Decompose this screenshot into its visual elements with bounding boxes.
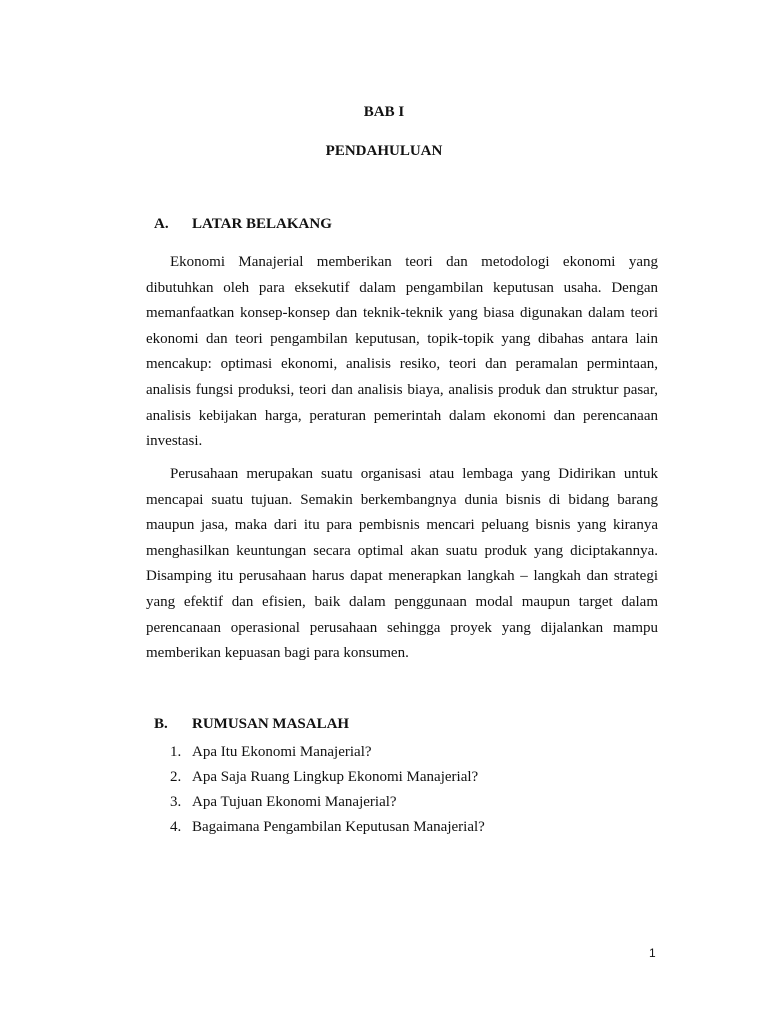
section-b-title: RUMUSAN MASALAH [192,716,350,732]
paragraph-2: Perusahaan merupakan suatu organisasi atau lembaga yang Didirikan untuk mencapai suatu tujuan. Semakin berkembangnya dunia bisnis di bidang barang maupun jasa, maka dari itu para pembisnis mencari peluang bisnis yang kiranya menghasilkan keuntungan secara optimal akan suatu produk yang diciptakannya. Disamping itu perusahaan harus dapat menerapkan langkah – langkah dan strategi yang efektif dan efisien, baik dalam penggunaan modal maupun target dalam perencanaan operasional perusahaan sehingga proyek yang dijalankan mampu memberikan kepuasan bagi para konsumen. [146,466,658,662]
section-a-title: LATAR BELAKANG [192,216,332,232]
list-item-text: Apa Saja Ruang Lingkup Ekonomi Manajerial? [192,769,479,785]
list-item-text: Apa Tujuan Ekonomi Manajerial? [192,794,397,810]
list-item [170,790,485,815]
list-item-number: 2. [170,769,182,785]
list-item [170,765,485,790]
page-number: 1 [649,946,656,960]
list-item-number: 1. [170,744,182,760]
section-a-letter: A. [154,216,169,232]
list-item-number: 4. [170,819,182,835]
list-item [170,740,485,765]
list-item-text: Bagaimana Pengambilan Keputusan Manajerial? [192,819,485,835]
section-b-heading [154,716,349,733]
list-item-text: Apa Itu Ekonomi Manajerial? [192,744,372,760]
paragraph-1: Ekonomi Manajerial memberikan teori dan metodologi ekonomi yang dibutuhkan oleh para eksekutif dalam pengambilan keputusan usaha. Dengan memanfaatkan konsep-konsep dan teknik-teknik yang biasa digunakan dalam teori ekonomi dan teori pengambilan keputusan, topik-topik yang dibahas antara lain mencakup: optimasi ekonomi, analisis resiko, teori dan peramalan permintaan, analisis fungsi produksi, teori dan analisis biaya, analisis produk dan struktur pasar, analisis kebijakan harga, peraturan pemerintah dalam ekonomi dan perencanaan investasi. [146,254,658,450]
section-b-letter: B. [154,716,168,732]
question-list [170,740,485,840]
chapter-number: BAB I [363,104,405,120]
section-a-heading [154,216,332,233]
chapter-title: PENDAHULUAN [325,143,443,159]
list-item [170,815,485,840]
list-item-number: 3. [170,794,182,810]
